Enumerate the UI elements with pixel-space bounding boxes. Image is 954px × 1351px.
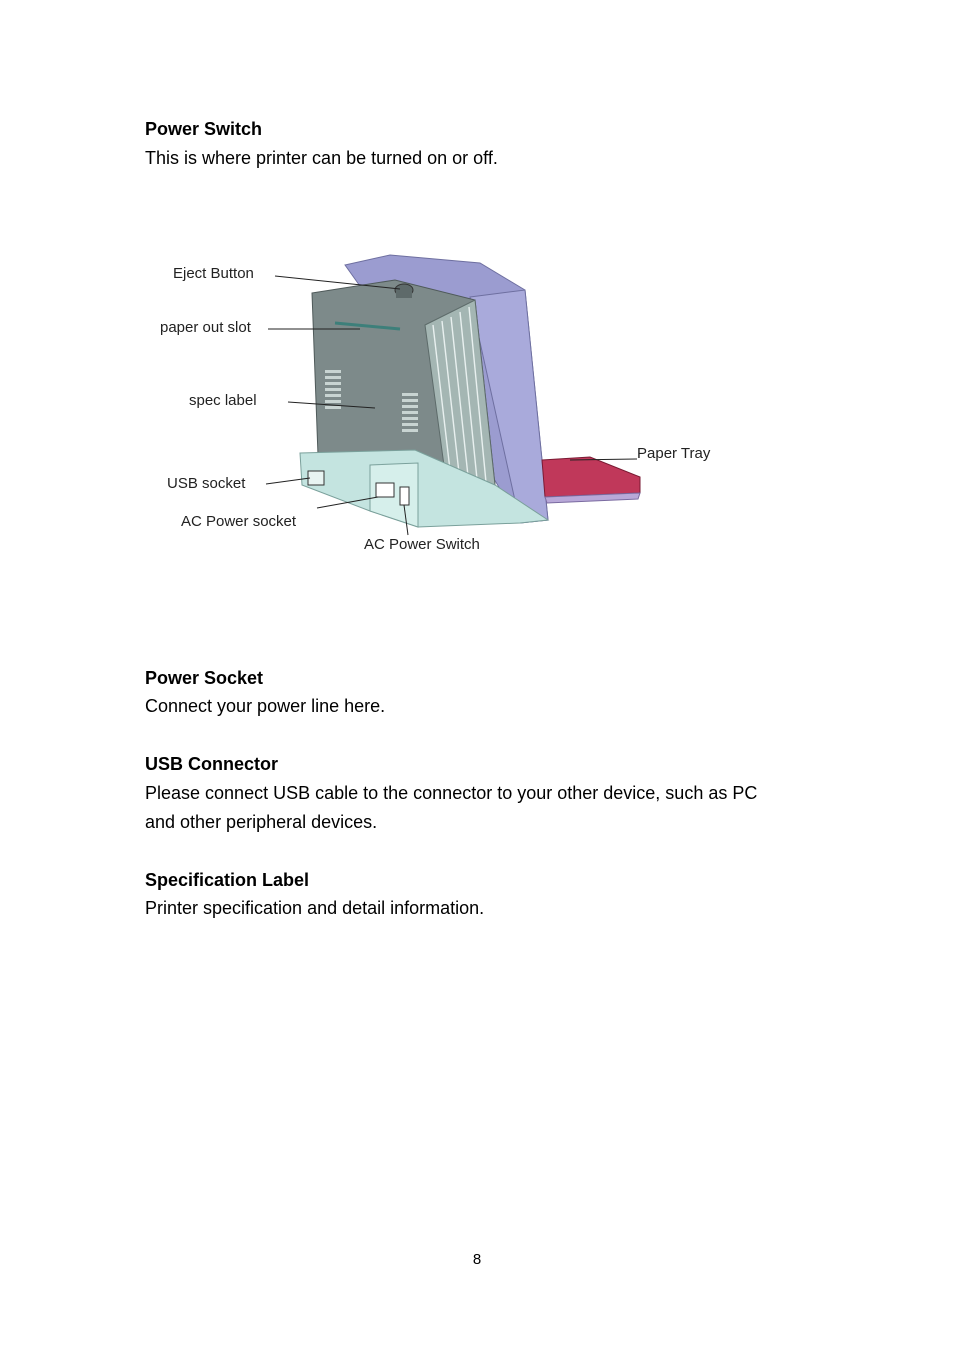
paper-tray — [542, 457, 640, 497]
ac-power-switch-control — [400, 487, 409, 505]
callout-eject-button: Eject Button — [173, 265, 254, 282]
spec-label-description: Printer specification and detail information. — [145, 898, 485, 918]
ac-power-socket-port — [376, 483, 394, 497]
usb-connector-description-line2: and other peripheral devices. — [145, 812, 378, 832]
callout-spec-label: spec label — [189, 392, 257, 409]
callout-usb-socket: USB socket — [167, 475, 246, 492]
power-socket-description: Connect your power line here. — [145, 696, 386, 716]
printer-diagram — [150, 245, 750, 575]
spec-label-heading: Specification Label — [145, 870, 310, 890]
printer-illustration — [150, 245, 750, 575]
power-switch-description: This is where printer can be turned on or off. — [145, 148, 498, 168]
callout-paper-tray: Paper Tray — [637, 445, 711, 462]
callout-ac-power-switch: AC Power Switch — [364, 536, 480, 553]
usb-connector-heading: USB Connector — [145, 754, 279, 774]
page-number: 8 — [472, 1251, 482, 1268]
callout-paper-out-slot: paper out slot — [160, 319, 251, 336]
usb-socket-port — [308, 471, 324, 485]
power-socket-heading: Power Socket — [145, 668, 264, 688]
usb-connector-description-line1: Please connect USB cable to the connector to your other device, such as PC — [145, 783, 758, 803]
callout-ac-power-socket: AC Power socket — [181, 513, 297, 530]
power-switch-heading: Power Switch — [145, 119, 263, 139]
